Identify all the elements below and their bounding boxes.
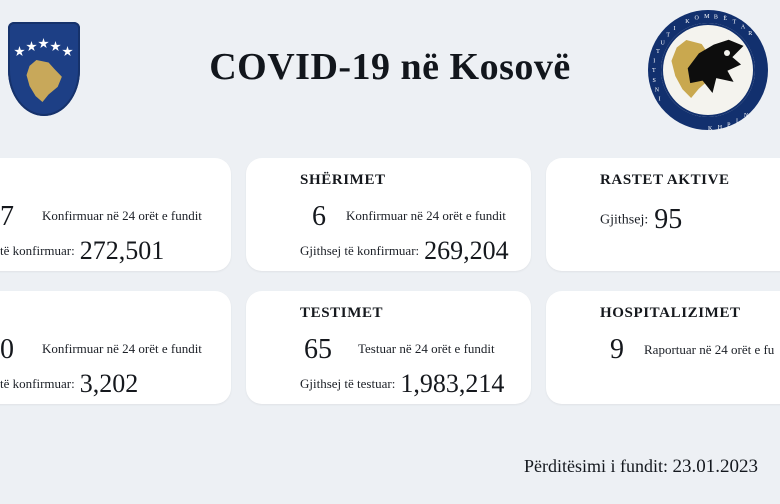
card-title: RASTET AKTIVE — [600, 172, 730, 188]
last-update-label: Përditësimi i fundit: — [524, 456, 668, 476]
stats-row-1 — [0, 158, 780, 291]
card-24h-value: 0 — [0, 334, 14, 365]
card-24h-line — [300, 200, 516, 234]
card-24h-line — [300, 333, 516, 367]
card-title: SHËRIMET — [300, 172, 386, 188]
card-total-value: 1,983,214 — [400, 369, 505, 398]
card-24h-caption: Konfirmuar në 24 orët e fundit — [42, 341, 202, 356]
card-title: TESTIMET — [300, 305, 384, 321]
card-title: HOSPITALIZIMET — [600, 305, 741, 321]
card-24h-value: 6 — [312, 201, 326, 232]
card-total-caption: të konfirmuar: — [0, 243, 75, 258]
seal-ring-text: I N S T I T U T I K O M B Ë T A R N I P H K — [652, 14, 753, 132]
card-total-caption: Gjithsej të testuar: — [300, 376, 396, 391]
page-header — [0, 0, 780, 150]
card-recoveries — [246, 158, 531, 271]
card-active-caption: Gjithsej: — [600, 212, 649, 228]
card-total-line — [0, 369, 138, 399]
card-24h-caption: Testuar në 24 orët e fundit — [358, 341, 495, 356]
card-24h-line — [0, 200, 216, 234]
eagle-eye — [724, 50, 730, 56]
card-24h-line — [0, 333, 216, 367]
card-total-value: 269,204 — [424, 236, 509, 265]
card-total-value: 272,501 — [79, 236, 165, 265]
card-total-line — [0, 236, 164, 266]
card-active-value: 95 — [654, 204, 683, 235]
card-24h-value: 9 — [610, 334, 624, 365]
card-tests — [246, 291, 531, 404]
card-24h-line — [600, 333, 780, 367]
card-confirmed-cases — [0, 158, 231, 271]
card-active-cases — [546, 158, 780, 271]
card-total-caption: Gjithsej të konfirmuar: — [300, 243, 420, 258]
card-24h-caption: Konfirmuar në 24 orët e fundit — [42, 208, 202, 223]
card-total-caption: të konfirmuar: — [0, 376, 75, 391]
card-24h-value: 7 — [0, 201, 14, 232]
card-deaths — [0, 291, 231, 404]
card-total-line — [300, 369, 504, 399]
card-24h-caption: Konfirmuar në 24 orët e fundit — [346, 208, 506, 223]
stats-row-2 — [0, 291, 780, 424]
card-active-line — [600, 204, 682, 236]
last-update-date: 23.01.2023 — [672, 456, 758, 477]
card-total-line — [300, 236, 509, 266]
page-title: COVID-19 në Kosovë — [209, 46, 571, 88]
institute-seal-icon — [648, 10, 768, 130]
card-total-value: 3,202 — [79, 369, 139, 398]
card-hospitalizations — [546, 291, 780, 404]
card-24h-value: 65 — [304, 334, 332, 365]
last-update-footer — [524, 456, 758, 478]
card-24h-caption: Raportuar në 24 orët e fu — [644, 342, 775, 357]
stats-card-grid — [0, 158, 780, 424]
